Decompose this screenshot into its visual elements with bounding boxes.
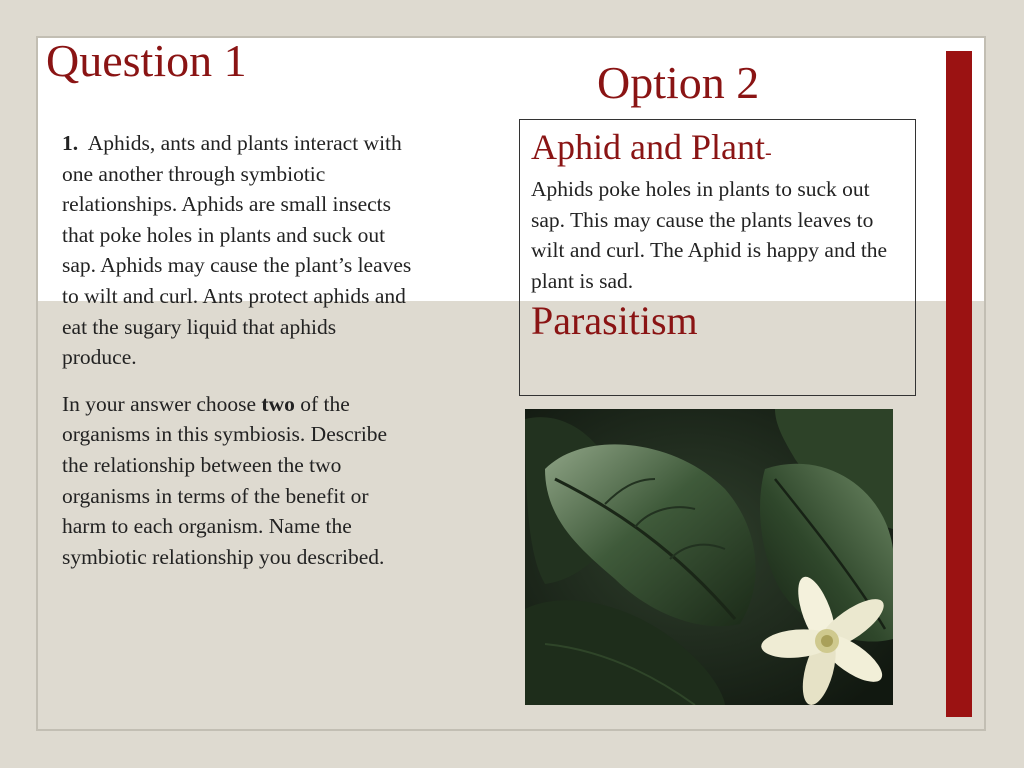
answer-heading-text: Aphid and Plant <box>531 127 765 167</box>
question-number: 1. <box>62 131 79 155</box>
answer-body: Aphids poke holes in plants to suck out sap. This may cause the plants leaves to wilt and curl. The Aphid is happy and the plant is sad. <box>531 177 888 293</box>
question-paragraph-2 <box>62 389 412 573</box>
slide-title: Question 1 <box>46 35 247 86</box>
option-title: Option 2 <box>597 57 760 108</box>
answer-heading <box>531 126 905 174</box>
question-instruction-end: of the organisms in this symbiosis. Describe the relationship between the two organisms in terms of the benefit or harm to each organism. Name the symbiotic relationship you described. <box>62 391 388 569</box>
question-instruction-bold: two <box>261 391 295 416</box>
question-text <box>62 128 412 588</box>
answer-heading-dash: - <box>764 142 772 164</box>
relationship-label: Parasitism <box>531 298 698 344</box>
question-intro: Aphids, ants and plants interact with one another through symbiotic relationships. Aphids are small insects that poke holes in plants and suck out sap. Aphids may cause the plant’s leaves to wilt and curl. Ants protect aphids and eat the sugary liquid that aphids produce. <box>62 131 412 370</box>
answer-box <box>519 119 916 396</box>
question-instruction-start: In your answer choose <box>62 391 257 416</box>
leaves-flower-photo <box>525 409 893 705</box>
question-paragraph-1 <box>62 128 412 373</box>
accent-bar <box>946 51 972 717</box>
